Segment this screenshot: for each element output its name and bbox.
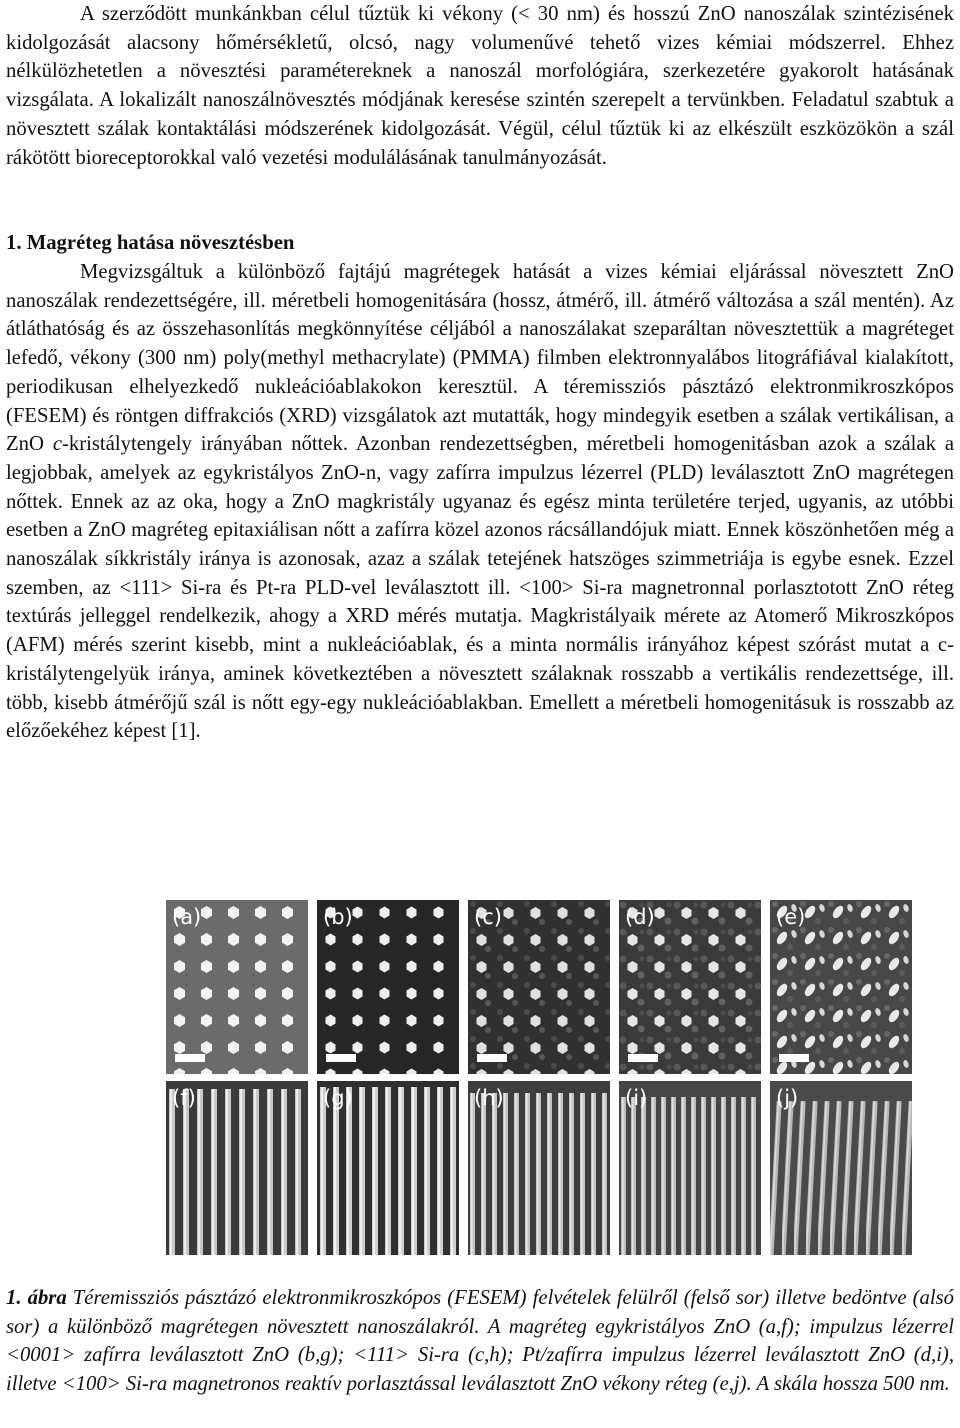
section-text-a: Megvizsgáltuk a különböző fajtájú magrétegek hatását a vizes kémiai eljárással növesztett ZnO nanoszálak rendezettségére, ill. méretbeli homogenitására (hossz, átmérő, ill. átmérő változása a szál mentén). Az átláthatóság és az összehasonlítás megkönnyítése céljából a nanoszálakat szeparáltan növesztettük a magréteget lefedő, vékony (300 nm) poly(methyl methacrylate) (PMMA) filmben elektronnyalábos litográfiával kialakított, periodikusan elhelyezkedő nukleációablakokon keresztül. A téremissziós pásztázó elektronmikroszkópos (FESEM) és röntgen diffrakciós (XRD) vizsgálatok azt mutatták, hogy mindegyik esetben a szálak vertikálisan, a ZnO <box>6 261 954 456</box>
panel-label-e: (e) <box>776 905 806 929</box>
section-body <box>6 258 954 746</box>
panel-label-i: (i) <box>625 1086 648 1110</box>
panel-label-a: (a) <box>172 905 202 929</box>
intro-paragraph-block <box>6 0 954 172</box>
sem-panel-e <box>770 900 912 1074</box>
sem-panel-h <box>468 1081 610 1255</box>
figure-caption <box>6 1284 954 1399</box>
caption-text: Téremissziós pásztázó elektronmikroszkópos (FESEM) felvételek felülről (felső sor) illetve bedöntve (alsó sor) a különböző magrétegen növesztett nanoszálakról. A magréteg egykristályos ZnO (a,f); impulzus lézerrel <0001> zafírra leválasztott ZnO (b,g); <111> Si-ra (c,h); Pt/zafírra impulzus lézerrel leválasztott ZnO (d,i), illetve <100> Si-ra magnetronos reaktív porlasztással leválasztott ZnO vékony réteg (e,j). A skála hossza 500 nm. <box>6 1287 954 1396</box>
caption-label: 1. ábra <box>6 1287 67 1309</box>
panel-label-d: (d) <box>625 905 655 929</box>
section-paragraph <box>6 258 954 746</box>
caption-paragraph <box>6 1284 954 1399</box>
sem-panel-g <box>317 1081 459 1255</box>
scale-bar <box>477 1054 507 1062</box>
section-text-c-axis: c <box>52 433 63 456</box>
panel-label-f: (f) <box>172 1086 196 1110</box>
scale-bar <box>326 1054 356 1062</box>
sem-panel-f <box>166 1081 308 1255</box>
panel-label-c: (c) <box>474 905 502 929</box>
section-heading: 1. Magréteg hatása növesztésben <box>6 232 295 254</box>
panel-label-j: (j) <box>776 1086 799 1110</box>
intro-paragraph: A szerződött munkánkban célul tűztük ki vékony (< 30 nm) és hosszú ZnO nanoszálak szintézisének kidolgozását alacsony hőmérsékletű, olcsó, nagy volumenűvé tehető vizes kémiai módszerrel. Ehhez nélkülözhetetlen a növesztési paramétereknek a nanoszál morfológiára, szerkezetére gyakorolt hatásának vizsgálata. A lokalizált nanoszálnövesztés módjának keresése szintén szerepelt a tervünkben. Feladatul szabtuk a növesztett szálak kontaktálási módszerének kidolgozását. Végül, célul tűztük ki az elkészült eszközökön a szál rákötött bioreceptorokkal való vezetési modulálásának tanulmányozását. <box>6 3 954 169</box>
scale-bar <box>175 1054 205 1062</box>
sem-figure <box>166 900 912 1258</box>
panel-label-g: (g) <box>323 1086 353 1110</box>
sem-panel-j <box>770 1081 912 1255</box>
scale-bar <box>628 1054 658 1062</box>
panel-label-b: (b) <box>323 905 353 929</box>
scale-bar <box>779 1054 809 1062</box>
sem-panel-c <box>468 900 610 1074</box>
panel-label-h: (h) <box>474 1086 504 1110</box>
section-text-b: -kristálytengely irányában nőttek. Azonban rendezettségben, méretbeli homogenitásban azok a szálak a legjobbak, amelyek az egykristályos ZnO-n, vagy zafírra impulzus lézerrel (PLD) leválasztott ZnO magrétegen nőttek. Ennek az az oka, hogy a ZnO magkristály ugyanaz és egész minta területére terjed, ugyanis, az utóbbi esetben a ZnO magréteg epitaxiálisan nőtt a zafírra közel azonos rácsállandójuk miatt. Ennek köszönhetően még a nanoszálak síkkristály iránya is azonosak, azaz a szálak tetejének hatszöges szimmetriája is egybe esnek. Ezzel szemben, az <111> Si-ra és Pt-ra PLD-vel leválasztott ill. <100> Si-ra magnetronnal porlasztotott ZnO réteg textúrás jelleggel rendelkezik, ahogy a XRD mérés mutatja. Magkristályaik mérete az Atomerő Mikroszkópos (AFM) mérés szerint kisebb, mint a nukleációablak, és a minta normális irányához képest szórást mutat a c- kristálytengelyük iránya, aminek következtében a növesztett szálaknak rosszabb a vertikális rendezettsége, ill. több, kisebb átmérőjű szál is nőtt egy-egy nukleációablakban. Emellett a méretbeli homogenitásuk is rosszabb az előzőekéhez képest [1]. <box>6 433 954 743</box>
sem-panel-a <box>166 900 308 1074</box>
sem-panel-d <box>619 900 761 1074</box>
sem-panel-i <box>619 1081 761 1255</box>
sem-panel-b <box>317 900 459 1074</box>
